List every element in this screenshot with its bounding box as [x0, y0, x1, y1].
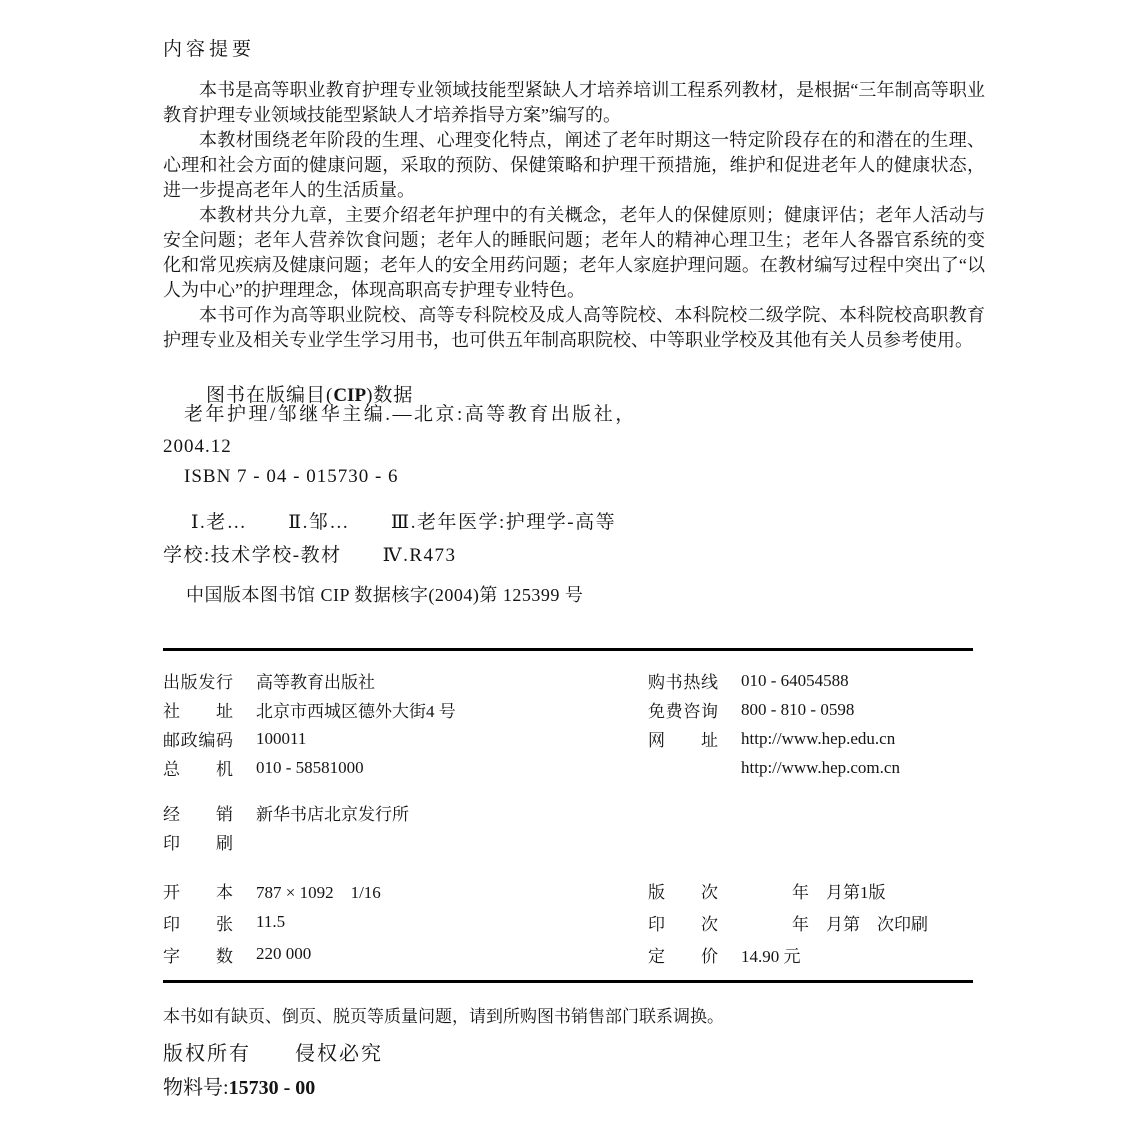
colophon-row	[648, 753, 900, 782]
cip-isbn-line: ISBN 7 - 04 - 015730 - 6	[184, 466, 399, 487]
copyright-notice: 版权所有 侵权必究	[163, 1043, 383, 1065]
colophon-label: 字数	[163, 946, 233, 966]
summary-paragraph: 本书可作为高等职业院校、高等专科院校及成人高等院校、本科院校二级学院、本科院校高职教育护理专业及相关专业学生学习用书，也可供五年制高职院校、中等职业学校及其他有关人员参考使用。	[163, 305, 985, 350]
cip-classification-line: 学校:技术学校-教材 Ⅳ.R473	[163, 545, 457, 566]
summary-title: 内容提要	[163, 39, 256, 60]
colophon-row	[648, 874, 928, 906]
colophon-row	[163, 753, 456, 782]
colophon-value: 年 月第 次印刷	[741, 914, 928, 934]
colophon-label: 免费咨询	[648, 702, 718, 721]
colophon-label: 定价	[648, 946, 718, 966]
summary-paragraphs	[163, 78, 985, 353]
colophon-value: 220 000	[256, 944, 312, 963]
cip-heading-acronym: CIP	[333, 385, 367, 406]
colophon-value: 787 × 1092 1/16	[256, 882, 381, 902]
colophon-label: 网址	[648, 731, 718, 750]
cip-heading-prefix: 图书在版编目(	[206, 385, 334, 406]
cip-heading-suffix: )数据	[366, 385, 414, 406]
quality-notice: 本书如有缺页、倒页、脱页等质量问题，请到所购图书销售部门联系调换。	[163, 1007, 724, 1026]
colophon-label: 购书热线	[648, 673, 718, 692]
horizontal-rule-bottom	[163, 980, 973, 983]
website-url: http://www.hep.com.cn	[741, 757, 900, 777]
edition-info-column	[648, 874, 928, 970]
colophon-value: 800 - 810 - 0598	[741, 699, 855, 719]
colophon-value: 010 - 64054588	[741, 670, 849, 690]
colophon-value: 北京市西城区德外大街4 号	[256, 702, 456, 721]
colophon-value: 年 月第1版	[741, 882, 886, 902]
colophon-row	[163, 906, 381, 938]
distribution-section	[163, 798, 409, 856]
cip-date-line: 2004.12	[163, 436, 232, 457]
colophon-row	[163, 938, 381, 970]
colophon-row	[648, 938, 928, 970]
colophon-value: 010 - 58581000	[256, 757, 364, 777]
colophon-label: 印次	[648, 914, 718, 934]
horizontal-rule-top	[163, 648, 973, 651]
colophon-row	[163, 798, 409, 827]
colophon-label: 印张	[163, 914, 233, 934]
colophon-value: 100011	[256, 728, 307, 748]
colophon-value: 14.90 元	[741, 946, 801, 966]
colophon-row	[163, 724, 456, 753]
colophon-row	[163, 874, 381, 906]
summary-paragraph: 本书是高等职业教育护理专业领域技能型紧缺人才培养培训工程系列教材，是根据“三年制高等职业教育护理专业领域技能型紧缺人才培养指导方案”编写的。	[163, 80, 985, 125]
colophon-label: 版次	[648, 882, 718, 902]
colophon-label: 开本	[163, 882, 233, 902]
format-info-column	[163, 874, 381, 970]
cip-record-number-line: 中国版本图书馆 CIP 数据核字(2004)第 125399 号	[186, 585, 584, 605]
website-url: http://www.hep.edu.cn	[741, 728, 896, 748]
colophon-row	[648, 666, 900, 695]
colophon-row	[648, 724, 900, 753]
colophon-label: 总机	[163, 760, 233, 779]
colophon-row	[163, 666, 456, 695]
colophon-label: 出版发行	[163, 673, 233, 692]
colophon-label: 经销	[163, 805, 233, 824]
item-number-line	[163, 1071, 315, 1100]
item-number-value: 15730 - 00	[228, 1077, 316, 1099]
colophon-row	[163, 827, 409, 856]
publisher-info-column	[163, 666, 456, 782]
colophon-row	[648, 906, 928, 938]
summary-paragraph: 本教材共分九章，主要介绍老年护理中的有关概念，老年人的保健原则；健康评估；老年人活动与安全问题；老年人营养饮食问题；老年人的睡眠问题；老年人的精神心理卫生；老年人各器官系统的变化和常见疾病及健康问题；老年人的安全用药问题；老年人家庭护理问题。在教材编写过程中突出了“以人为中心”的护理理念，体现高职高专护理专业特色。	[163, 205, 985, 300]
item-number-label: 物料号:	[163, 1077, 229, 1099]
colophon-value: 11.5	[256, 912, 286, 931]
colophon-row	[648, 695, 900, 724]
summary-paragraph: 本教材围绕老年阶段的生理、心理变化特点，阐述了老年时期这一特定阶段存在的和潜在的生理、心理和社会方面的健康问题，采取的预防、保健策略和护理干预措施，维护和促进老年人的健康状态，进一步提高老年人的生活质量。	[163, 130, 985, 200]
cip-classification-line: Ⅰ.老… Ⅱ.邹… Ⅲ.老年医学:护理学-高等	[191, 512, 617, 533]
colophon-label: 社址	[163, 702, 233, 721]
colophon-label: 印刷	[163, 834, 233, 853]
colophon-label: 邮政编码	[163, 731, 233, 750]
colophon-value: 新华书店北京发行所	[256, 805, 409, 824]
colophon-value: 高等教育出版社	[256, 673, 375, 692]
cip-title-line: 老年护理/邹继华主编.—北京:高等教育出版社，	[184, 404, 637, 425]
contact-info-column	[648, 666, 900, 782]
colophon-row	[163, 695, 456, 724]
